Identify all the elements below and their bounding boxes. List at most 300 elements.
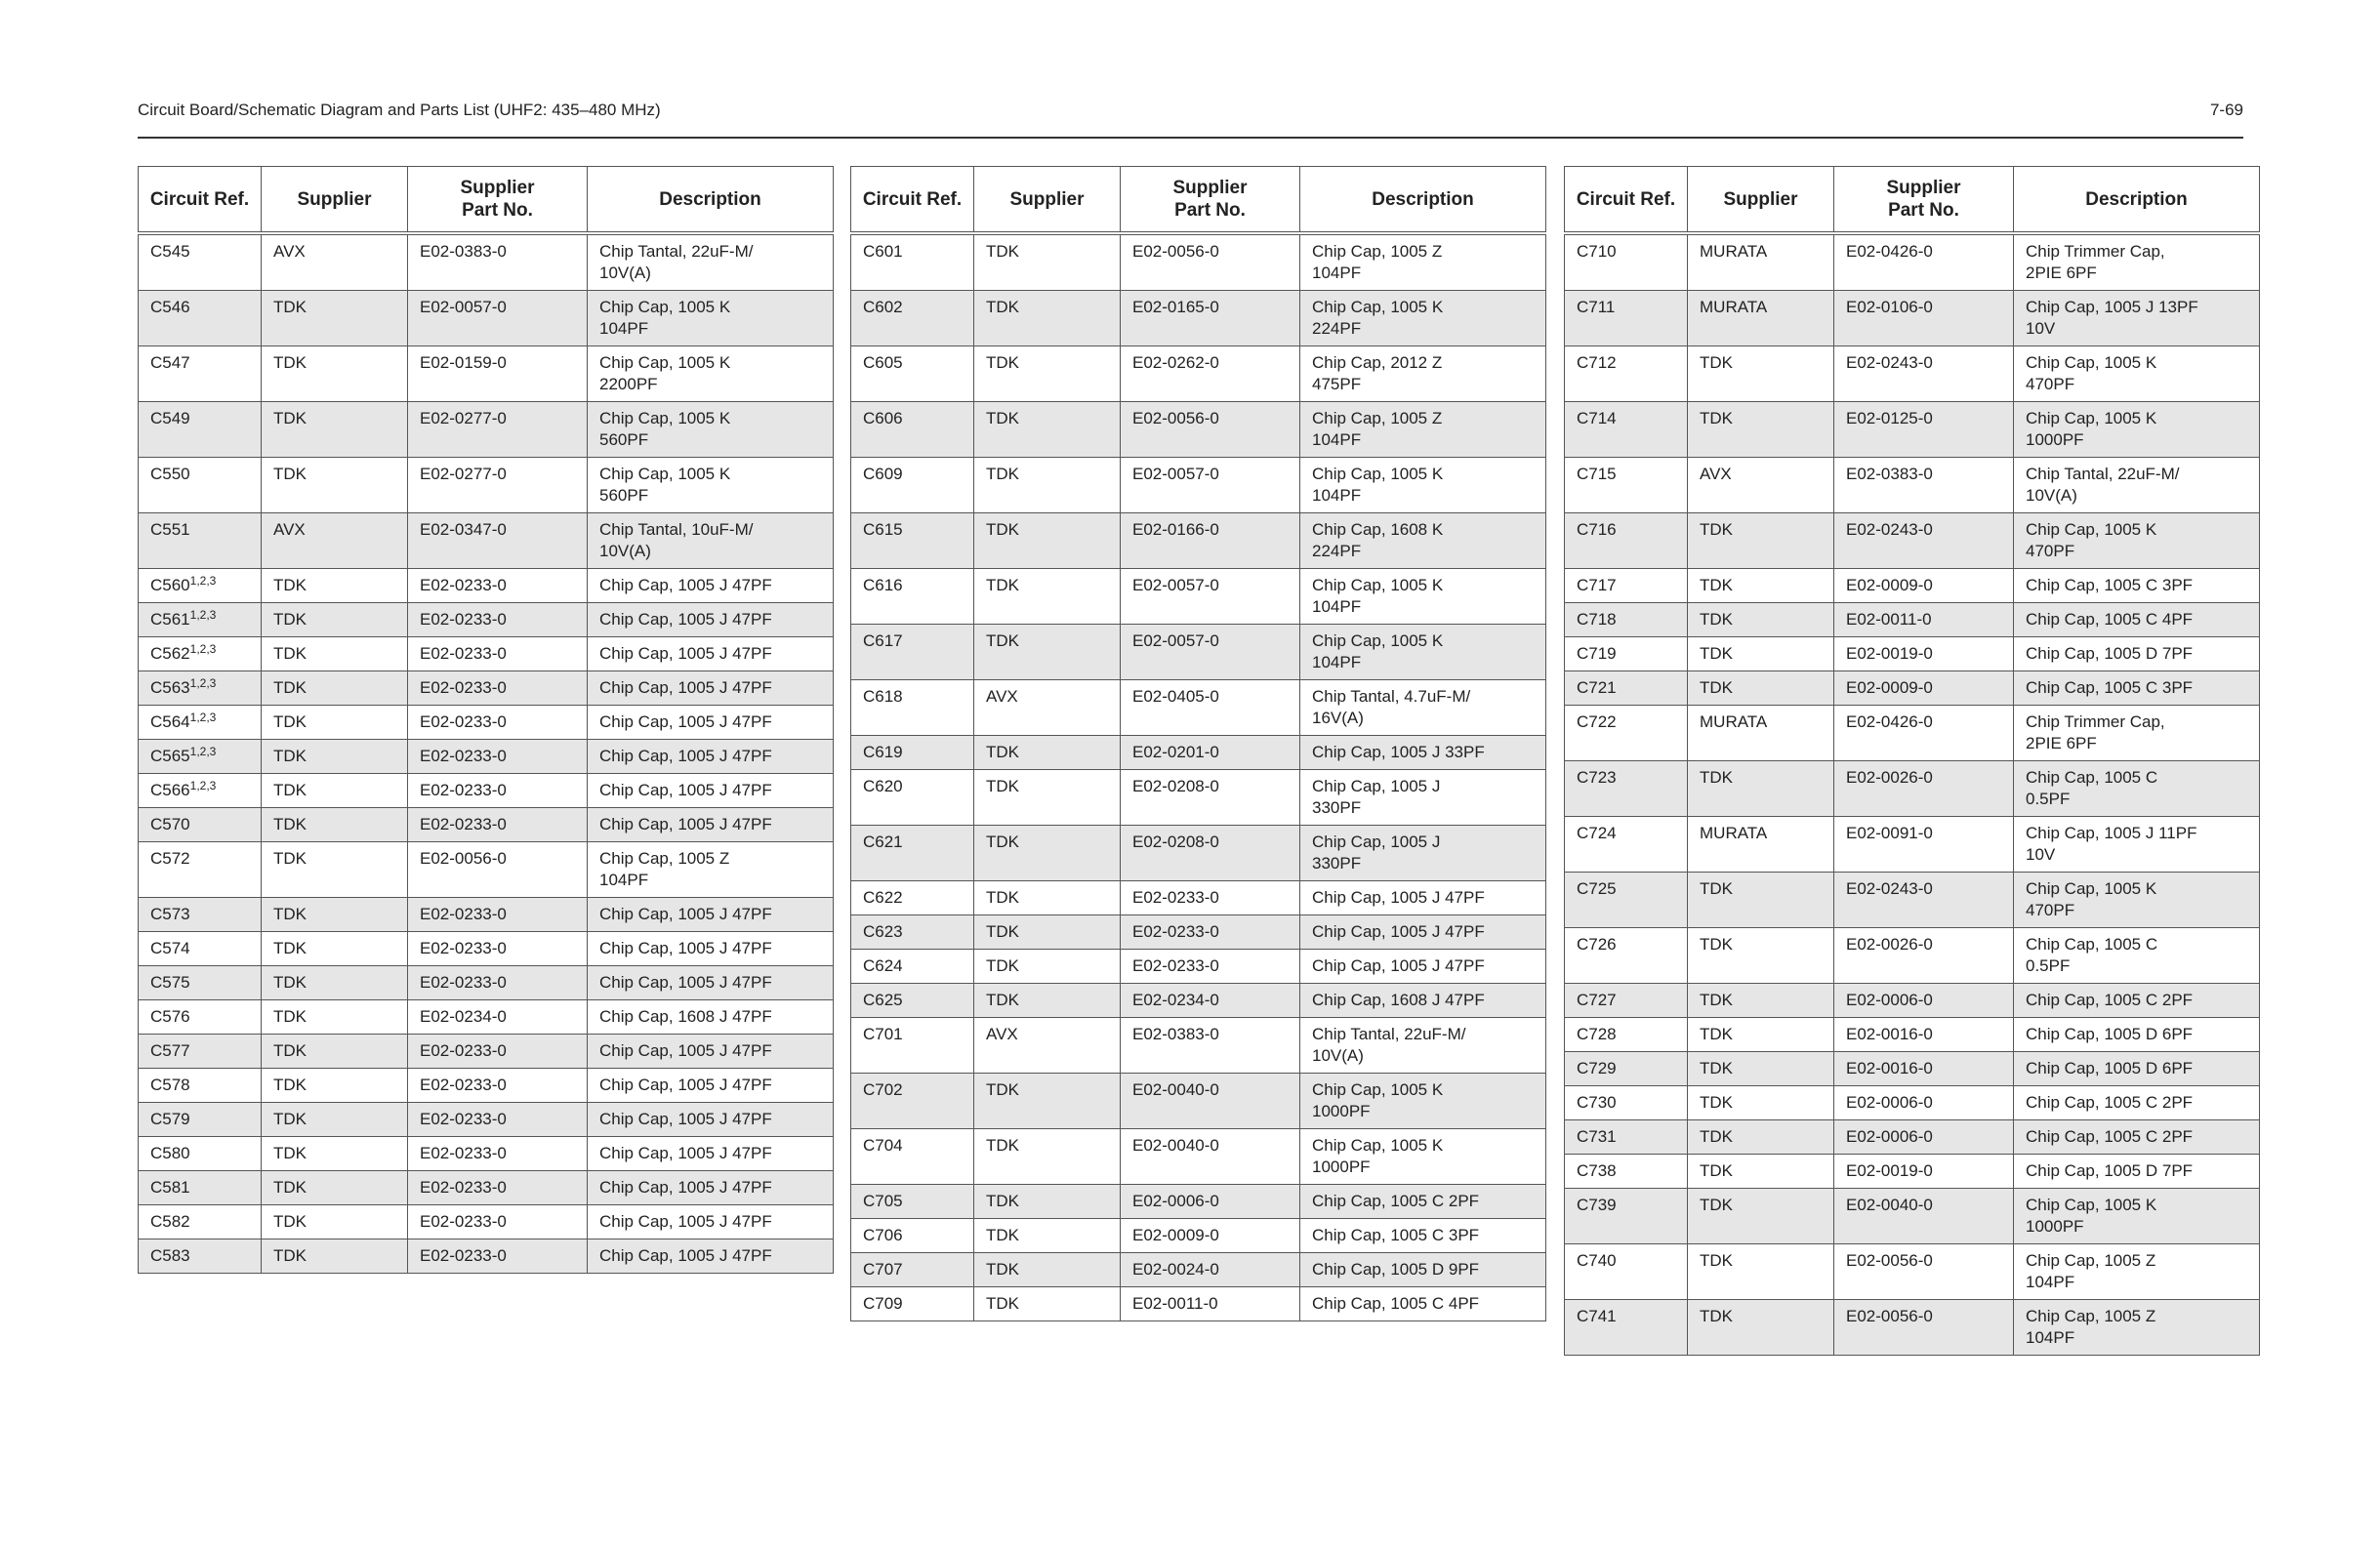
cell-supplier: TDK — [1688, 873, 1834, 928]
circuit-ref-text: C550 — [150, 465, 190, 483]
cell-description: Chip Cap, 1005 K 1000PF — [2014, 1189, 2260, 1244]
cell-part-no: E02-0057-0 — [1121, 569, 1300, 625]
cell-circuit-ref — [1565, 458, 1688, 513]
cell-part-no: E02-0125-0 — [1834, 402, 2014, 458]
cell-description: Chip Cap, 1005 J 47PF — [588, 966, 834, 1000]
cell-description: Chip Cap, 1005 D 7PF — [2014, 637, 2260, 671]
circuit-ref-text: C706 — [863, 1226, 903, 1244]
footnote-marker: 1,2,3 — [189, 574, 217, 588]
cell-supplier: TDK — [1688, 984, 1834, 1018]
table-row — [851, 1129, 1546, 1185]
cell-part-no: E02-0011-0 — [1834, 603, 2014, 637]
cell-supplier: TDK — [262, 291, 408, 346]
cell-description: Chip Cap, 1005 C 2PF — [1300, 1185, 1546, 1219]
column-header-supplier: Supplier — [262, 167, 408, 234]
cell-supplier: TDK — [974, 569, 1121, 625]
circuit-ref-text: C619 — [863, 743, 903, 761]
cell-description: Chip Cap, 1005 K 470PF — [2014, 346, 2260, 402]
cell-supplier: TDK — [262, 1000, 408, 1035]
cell-part-no: E02-0233-0 — [408, 808, 588, 842]
cell-circuit-ref — [139, 898, 262, 932]
cell-supplier: TDK — [262, 898, 408, 932]
circuit-ref-text: C578 — [150, 1076, 190, 1094]
cell-part-no: E02-0016-0 — [1834, 1018, 2014, 1052]
cell-supplier: TDK — [262, 637, 408, 671]
cell-supplier: AVX — [262, 233, 408, 291]
cell-description: Chip Cap, 1005 Z 104PF — [1300, 233, 1546, 291]
cell-part-no: E02-0233-0 — [1121, 881, 1300, 915]
cell-part-no: E02-0106-0 — [1834, 291, 2014, 346]
table-row — [1565, 1120, 2260, 1155]
header-divider — [138, 137, 2243, 139]
cell-description: Chip Cap, 1005 K 104PF — [588, 291, 834, 346]
cell-part-no: E02-0234-0 — [408, 1000, 588, 1035]
circuit-ref-text: C582 — [150, 1212, 190, 1231]
circuit-ref-text: C723 — [1577, 768, 1617, 787]
cell-supplier: TDK — [1688, 1018, 1834, 1052]
table-row — [851, 346, 1546, 402]
circuit-ref-text: C546 — [150, 298, 190, 316]
cell-supplier: TDK — [262, 1137, 408, 1171]
cell-description: Chip Cap, 1005 J 47PF — [588, 774, 834, 808]
cell-description: Chip Cap, 1005 K 1000PF — [1300, 1129, 1546, 1185]
cell-supplier: TDK — [974, 513, 1121, 569]
cell-description: Chip Cap, 1005 J 47PF — [588, 637, 834, 671]
cell-circuit-ref — [851, 346, 974, 402]
table-row — [851, 513, 1546, 569]
circuit-ref-text: C545 — [150, 242, 190, 261]
cell-circuit-ref — [139, 1205, 262, 1239]
cell-supplier: TDK — [1688, 1052, 1834, 1086]
table-row — [139, 774, 834, 808]
cell-supplier: TDK — [262, 706, 408, 740]
cell-supplier: TDK — [1688, 569, 1834, 603]
cell-supplier: TDK — [262, 346, 408, 402]
table-row — [139, 637, 834, 671]
circuit-ref-text: C728 — [1577, 1025, 1617, 1043]
cell-description: Chip Cap, 1005 J 47PF — [588, 1103, 834, 1137]
cell-supplier: TDK — [1688, 671, 1834, 706]
footnote-marker: 1,2,3 — [189, 711, 217, 724]
column-header-description: Description — [2014, 167, 2260, 234]
cell-supplier: TDK — [974, 346, 1121, 402]
cell-supplier: TDK — [1688, 1086, 1834, 1120]
cell-circuit-ref — [1565, 346, 1688, 402]
table-row — [1565, 817, 2260, 873]
cell-part-no: E02-0016-0 — [1834, 1052, 2014, 1086]
column-header-description: Description — [1300, 167, 1546, 234]
cell-supplier: TDK — [262, 740, 408, 774]
table-row — [139, 1069, 834, 1103]
circuit-ref-text: C580 — [150, 1144, 190, 1162]
circuit-ref-text: C547 — [150, 353, 190, 372]
cell-description: Chip Cap, 1005 J 13PF 10V — [2014, 291, 2260, 346]
cell-circuit-ref — [139, 1137, 262, 1171]
cell-description: Chip Cap, 1005 J 47PF — [588, 1239, 834, 1274]
cell-circuit-ref — [139, 458, 262, 513]
cell-supplier: TDK — [974, 1129, 1121, 1185]
circuit-ref-text: C609 — [863, 465, 903, 483]
cell-part-no: E02-0233-0 — [408, 1239, 588, 1274]
cell-supplier: TDK — [974, 950, 1121, 984]
table-row — [851, 458, 1546, 513]
cell-circuit-ref — [1565, 402, 1688, 458]
cell-circuit-ref — [851, 736, 974, 770]
circuit-ref-text: C711 — [1577, 298, 1616, 316]
circuit-ref-text: C581 — [150, 1178, 190, 1197]
cell-description: Chip Cap, 1608 J 47PF — [588, 1000, 834, 1035]
cell-part-no: E02-0234-0 — [1121, 984, 1300, 1018]
cell-circuit-ref — [851, 826, 974, 881]
table-row — [139, 706, 834, 740]
circuit-ref-text: C566 — [150, 781, 190, 799]
parts-table-1 — [138, 166, 834, 1274]
cell-supplier: TDK — [974, 915, 1121, 950]
circuit-ref-text: C561 — [150, 610, 190, 629]
circuit-ref-text: C574 — [150, 939, 190, 957]
circuit-ref-text: C709 — [863, 1294, 903, 1313]
cell-supplier: TDK — [974, 736, 1121, 770]
table-row — [1565, 706, 2260, 761]
cell-part-no: E02-0165-0 — [1121, 291, 1300, 346]
cell-part-no: E02-0233-0 — [408, 1205, 588, 1239]
cell-supplier: TDK — [974, 291, 1121, 346]
cell-part-no: E02-0347-0 — [408, 513, 588, 569]
circuit-ref-text: C730 — [1577, 1093, 1617, 1112]
column-header-part-no: Supplier Part No. — [408, 167, 588, 234]
table-row — [1565, 928, 2260, 984]
table-row — [1565, 402, 2260, 458]
table-row — [1565, 761, 2260, 817]
cell-circuit-ref — [1565, 569, 1688, 603]
cell-part-no: E02-0011-0 — [1121, 1287, 1300, 1321]
cell-circuit-ref — [139, 706, 262, 740]
cell-part-no: E02-0233-0 — [408, 1103, 588, 1137]
cell-supplier: TDK — [1688, 1300, 1834, 1356]
cell-supplier: TDK — [262, 932, 408, 966]
cell-circuit-ref — [851, 291, 974, 346]
cell-description: Chip Cap, 1005 K 560PF — [588, 458, 834, 513]
table-row — [1565, 1018, 2260, 1052]
cell-circuit-ref — [1565, 873, 1688, 928]
table-row — [1565, 671, 2260, 706]
cell-description: Chip Cap, 1005 C 4PF — [1300, 1287, 1546, 1321]
cell-part-no: E02-0426-0 — [1834, 706, 2014, 761]
table-row — [139, 898, 834, 932]
cell-description: Chip Cap, 1005 J 47PF — [588, 1069, 834, 1103]
cell-description: Chip Tantal, 4.7uF-M/ 16V(A) — [1300, 680, 1546, 736]
circuit-ref-text: C705 — [863, 1192, 903, 1210]
cell-circuit-ref — [851, 1074, 974, 1129]
cell-description: Chip Cap, 2012 Z 475PF — [1300, 346, 1546, 402]
cell-supplier: TDK — [262, 603, 408, 637]
table-row — [851, 826, 1546, 881]
circuit-ref-text: C729 — [1577, 1059, 1617, 1077]
cell-part-no: E02-0201-0 — [1121, 736, 1300, 770]
column-header-circuit-ref: Circuit Ref. — [1565, 167, 1688, 234]
cell-circuit-ref — [139, 1069, 262, 1103]
cell-supplier: AVX — [1688, 458, 1834, 513]
circuit-ref-text: C624 — [863, 956, 903, 975]
cell-supplier: TDK — [1688, 1155, 1834, 1189]
column-header-supplier: Supplier — [1688, 167, 1834, 234]
table-row — [851, 1219, 1546, 1253]
table-row — [139, 569, 834, 603]
cell-circuit-ref — [1565, 1052, 1688, 1086]
cell-supplier: TDK — [262, 774, 408, 808]
cell-circuit-ref — [139, 513, 262, 569]
cell-circuit-ref — [139, 1171, 262, 1205]
cell-supplier: TDK — [262, 808, 408, 842]
cell-part-no: E02-0233-0 — [408, 898, 588, 932]
circuit-ref-text: C701 — [863, 1025, 903, 1043]
cell-part-no: E02-0233-0 — [408, 569, 588, 603]
cell-description: Chip Cap, 1005 D 9PF — [1300, 1253, 1546, 1287]
table-row — [139, 740, 834, 774]
cell-description: Chip Cap, 1005 J 47PF — [588, 569, 834, 603]
cell-circuit-ref — [851, 625, 974, 680]
circuit-ref-text: C741 — [1577, 1307, 1617, 1325]
cell-circuit-ref — [139, 402, 262, 458]
cell-circuit-ref — [851, 402, 974, 458]
cell-description: Chip Cap, 1005 K 104PF — [1300, 569, 1546, 625]
cell-description: Chip Cap, 1005 C 2PF — [2014, 1120, 2260, 1155]
cell-circuit-ref — [139, 569, 262, 603]
table-row — [139, 1035, 834, 1069]
cell-circuit-ref — [139, 291, 262, 346]
circuit-ref-text: C564 — [150, 712, 190, 731]
cell-circuit-ref — [851, 1253, 974, 1287]
cell-description: Chip Cap, 1005 J 47PF — [1300, 881, 1546, 915]
cell-part-no: E02-0233-0 — [408, 966, 588, 1000]
circuit-ref-text: C725 — [1577, 879, 1617, 898]
cell-part-no: E02-0233-0 — [408, 671, 588, 706]
cell-part-no: E02-0056-0 — [1834, 1244, 2014, 1300]
cell-description: Chip Cap, 1005 K 1000PF — [2014, 402, 2260, 458]
cell-supplier: TDK — [262, 1171, 408, 1205]
cell-part-no: E02-0159-0 — [408, 346, 588, 402]
cell-description: Chip Tantal, 22uF-M/ 10V(A) — [1300, 1018, 1546, 1074]
cell-description: Chip Cap, 1005 D 6PF — [2014, 1018, 2260, 1052]
cell-description: Chip Cap, 1005 C 2PF — [2014, 1086, 2260, 1120]
cell-description: Chip Cap, 1608 K 224PF — [1300, 513, 1546, 569]
cell-supplier: TDK — [1688, 761, 1834, 817]
cell-supplier: TDK — [974, 233, 1121, 291]
cell-description: Chip Cap, 1005 K 224PF — [1300, 291, 1546, 346]
cell-description: Chip Cap, 1005 J 33PF — [1300, 736, 1546, 770]
cell-description: Chip Cap, 1005 J 47PF — [588, 808, 834, 842]
cell-part-no: E02-0006-0 — [1834, 1120, 2014, 1155]
cell-part-no: E02-0243-0 — [1834, 346, 2014, 402]
circuit-ref-text: C562 — [150, 644, 190, 663]
cell-description: Chip Cap, 1005 Z 104PF — [588, 842, 834, 898]
cell-part-no: E02-0057-0 — [408, 291, 588, 346]
circuit-ref-text: C623 — [863, 922, 903, 941]
cell-circuit-ref — [851, 233, 974, 291]
circuit-ref-text: C573 — [150, 905, 190, 923]
cell-supplier: TDK — [1688, 603, 1834, 637]
cell-part-no: E02-0056-0 — [408, 842, 588, 898]
cell-supplier: TDK — [262, 1069, 408, 1103]
cell-part-no: E02-0233-0 — [408, 774, 588, 808]
cell-part-no: E02-0040-0 — [1121, 1129, 1300, 1185]
cell-supplier: TDK — [974, 1253, 1121, 1287]
cell-description: Chip Cap, 1005 C 3PF — [2014, 569, 2260, 603]
cell-supplier: MURATA — [1688, 291, 1834, 346]
cell-description: Chip Cap, 1005 K 1000PF — [1300, 1074, 1546, 1129]
table-row — [851, 1074, 1546, 1129]
cell-description: Chip Cap, 1005 J 47PF — [1300, 915, 1546, 950]
cell-description: Chip Cap, 1005 J 47PF — [588, 603, 834, 637]
cell-supplier: AVX — [262, 513, 408, 569]
cell-description: Chip Trimmer Cap, 2PIE 6PF — [2014, 233, 2260, 291]
cell-supplier: TDK — [262, 842, 408, 898]
circuit-ref-text: C570 — [150, 815, 190, 833]
cell-circuit-ref — [139, 1000, 262, 1035]
cell-circuit-ref — [139, 808, 262, 842]
circuit-ref-text: C602 — [863, 298, 903, 316]
cell-part-no: E02-0208-0 — [1121, 826, 1300, 881]
cell-description: Chip Tantal, 22uF-M/ 10V(A) — [588, 233, 834, 291]
cell-part-no: E02-0056-0 — [1834, 1300, 2014, 1356]
cell-supplier: TDK — [262, 1035, 408, 1069]
circuit-ref-text: C739 — [1577, 1196, 1617, 1214]
circuit-ref-text: C620 — [863, 777, 903, 795]
cell-description: Chip Cap, 1005 K 560PF — [588, 402, 834, 458]
footnote-marker: 1,2,3 — [189, 676, 217, 690]
circuit-ref-text: C704 — [863, 1136, 903, 1155]
cell-supplier: TDK — [262, 966, 408, 1000]
cell-description: Chip Cap, 1005 Z 104PF — [2014, 1300, 2260, 1356]
cell-description: Chip Cap, 1005 C 2PF — [2014, 984, 2260, 1018]
cell-supplier: MURATA — [1688, 233, 1834, 291]
cell-supplier: TDK — [974, 1074, 1121, 1129]
circuit-ref-text: C721 — [1577, 678, 1617, 697]
cell-circuit-ref — [1565, 291, 1688, 346]
cell-description: Chip Cap, 1005 J 11PF 10V — [2014, 817, 2260, 873]
cell-part-no: E02-0233-0 — [408, 740, 588, 774]
cell-description: Chip Cap, 1005 C 4PF — [2014, 603, 2260, 637]
cell-supplier: MURATA — [1688, 706, 1834, 761]
cell-part-no: E02-0040-0 — [1834, 1189, 2014, 1244]
circuit-ref-text: C618 — [863, 687, 903, 706]
cell-circuit-ref — [139, 1035, 262, 1069]
cell-circuit-ref — [851, 1129, 974, 1185]
cell-supplier: TDK — [262, 1103, 408, 1137]
cell-part-no: E02-0009-0 — [1834, 671, 2014, 706]
cell-supplier: TDK — [1688, 1120, 1834, 1155]
circuit-ref-text: C560 — [150, 576, 190, 594]
cell-supplier: TDK — [974, 770, 1121, 826]
cell-part-no: E02-0262-0 — [1121, 346, 1300, 402]
cell-supplier: TDK — [974, 826, 1121, 881]
table-row — [139, 1103, 834, 1137]
cell-supplier: TDK — [1688, 1189, 1834, 1244]
circuit-ref-text: C710 — [1577, 242, 1617, 261]
circuit-ref-text: C549 — [150, 409, 190, 427]
cell-circuit-ref — [1565, 1189, 1688, 1244]
table-row — [139, 1205, 834, 1239]
circuit-ref-text: C707 — [863, 1260, 903, 1279]
table-row — [851, 625, 1546, 680]
table-row — [851, 680, 1546, 736]
table-row — [139, 233, 834, 291]
cell-description: Chip Cap, 1005 K 470PF — [2014, 873, 2260, 928]
cell-description: Chip Cap, 1005 D 6PF — [2014, 1052, 2260, 1086]
cell-supplier: TDK — [1688, 346, 1834, 402]
table-row — [139, 513, 834, 569]
cell-description: Chip Cap, 1608 J 47PF — [1300, 984, 1546, 1018]
table-row — [851, 1018, 1546, 1074]
cell-part-no: E02-0057-0 — [1121, 458, 1300, 513]
cell-part-no: E02-0405-0 — [1121, 680, 1300, 736]
cell-circuit-ref — [851, 680, 974, 736]
circuit-ref-text: C724 — [1577, 824, 1617, 842]
cell-part-no: E02-0233-0 — [408, 1171, 588, 1205]
circuit-ref-text: C740 — [1577, 1251, 1617, 1270]
cell-part-no: E02-0383-0 — [408, 233, 588, 291]
cell-part-no: E02-0019-0 — [1834, 1155, 2014, 1189]
cell-circuit-ref — [851, 458, 974, 513]
cell-supplier: TDK — [262, 1239, 408, 1274]
cell-description: Chip Tantal, 10uF-M/ 10V(A) — [588, 513, 834, 569]
table-row — [1565, 1300, 2260, 1356]
table-row — [139, 1171, 834, 1205]
cell-circuit-ref — [139, 603, 262, 637]
table-row — [139, 458, 834, 513]
cell-part-no: E02-0009-0 — [1121, 1219, 1300, 1253]
cell-circuit-ref — [139, 346, 262, 402]
cell-part-no: E02-0024-0 — [1121, 1253, 1300, 1287]
cell-supplier: TDK — [974, 625, 1121, 680]
table-row — [139, 603, 834, 637]
cell-description: Chip Cap, 1005 J 47PF — [588, 1205, 834, 1239]
circuit-ref-text: C714 — [1577, 409, 1617, 427]
cell-supplier: TDK — [262, 402, 408, 458]
cell-supplier: TDK — [1688, 637, 1834, 671]
table-row — [851, 569, 1546, 625]
cell-circuit-ref — [139, 671, 262, 706]
table-row — [139, 1137, 834, 1171]
table-row — [851, 984, 1546, 1018]
page-title: Circuit Board/Schematic Diagram and Parts List (UHF2: 435–480 MHz) — [138, 101, 661, 119]
cell-part-no: E02-0006-0 — [1834, 1086, 2014, 1120]
cell-description: Chip Cap, 1005 J 330PF — [1300, 770, 1546, 826]
cell-circuit-ref — [139, 966, 262, 1000]
table-row — [1565, 233, 2260, 291]
cell-circuit-ref — [1565, 603, 1688, 637]
cell-part-no: E02-0277-0 — [408, 402, 588, 458]
circuit-ref-text: C565 — [150, 747, 190, 765]
footnote-marker: 1,2,3 — [189, 745, 217, 758]
cell-description: Chip Cap, 1005 K 104PF — [1300, 458, 1546, 513]
table-row — [1565, 513, 2260, 569]
circuit-ref-text: C718 — [1577, 610, 1617, 629]
cell-supplier: TDK — [974, 402, 1121, 458]
circuit-ref-text: C606 — [863, 409, 903, 427]
cell-part-no: E02-0233-0 — [408, 603, 588, 637]
cell-description: Chip Cap, 1005 Z 104PF — [2014, 1244, 2260, 1300]
column-header-description: Description — [588, 167, 834, 234]
cell-circuit-ref — [139, 740, 262, 774]
table-row — [851, 770, 1546, 826]
cell-circuit-ref — [851, 569, 974, 625]
circuit-ref-text: C579 — [150, 1110, 190, 1128]
cell-description: Chip Cap, 1005 J 47PF — [588, 898, 834, 932]
table-row — [851, 402, 1546, 458]
cell-circuit-ref — [851, 1018, 974, 1074]
table-row — [1565, 1244, 2260, 1300]
